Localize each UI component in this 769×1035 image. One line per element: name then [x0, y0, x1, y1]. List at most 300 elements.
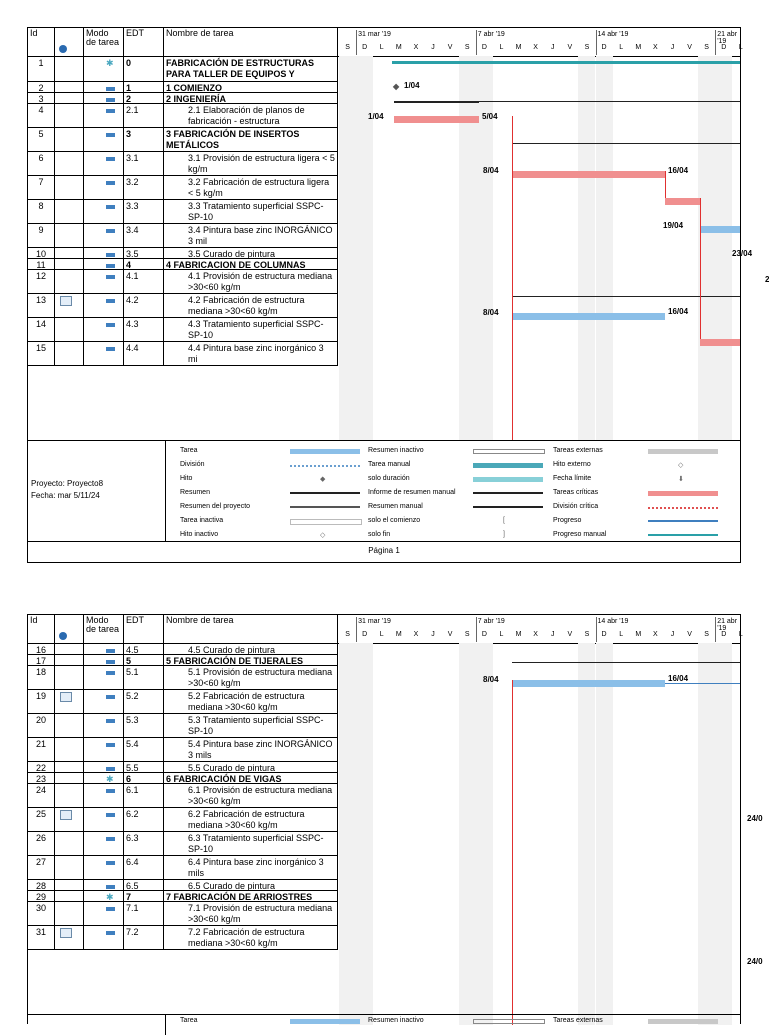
row-mode — [84, 248, 124, 258]
row-id: 26 — [28, 832, 55, 855]
task-mode-icon — [106, 885, 115, 889]
row-name[interactable]: 6.1 Provisión de estructura mediana >30<60 kg/m — [188, 785, 333, 806]
legend-label: Tareas externas — [553, 447, 603, 454]
label-9: 23/04 — [732, 249, 753, 258]
row-edt: 3.1 — [124, 152, 164, 175]
day-label: L — [379, 631, 384, 638]
task-bar-6[interactable] — [512, 171, 665, 178]
table-row[interactable] — [28, 655, 337, 666]
day-label: S — [704, 44, 709, 51]
task-bar-7[interactable] — [665, 198, 700, 205]
day-label: X — [533, 44, 538, 51]
legend-label: Progreso manual — [553, 531, 607, 538]
summary-bar-5[interactable] — [512, 143, 740, 144]
day-label: S — [464, 631, 470, 638]
day-label: D — [481, 44, 487, 51]
legend-2-swatch-external — [648, 1019, 718, 1024]
legend-label: solo duración — [368, 475, 410, 482]
row-info — [55, 57, 84, 81]
table-row[interactable] — [28, 259, 337, 270]
task-bar-12[interactable] — [512, 313, 665, 320]
week-label: 7 abr '19 — [477, 31, 505, 38]
legend-label: Tarea inactiva — [180, 517, 224, 524]
row-info — [55, 128, 84, 151]
row-info — [55, 318, 84, 341]
legend-item — [553, 475, 733, 489]
row-name[interactable]: 6.3 Tratamiento superficial SSPC-SP-10 — [188, 833, 324, 854]
row-name[interactable]: 2.1 Elaboración de planos de fabricación - estructura — [188, 105, 305, 126]
table-row[interactable] — [28, 294, 337, 318]
row-id: 4 — [28, 104, 55, 127]
row-id: 29 — [28, 891, 55, 901]
gantt-chart-2 — [337, 615, 763, 1025]
row-edt: 2 — [124, 93, 164, 103]
row-name[interactable]: 6.4 Pintura base zinc inorgánico 3 mils — [188, 857, 324, 878]
day-label: V — [687, 44, 692, 51]
row-name[interactable]: 3.1 Provisión de estructura ligera < 5 kg/m — [188, 153, 335, 174]
task-bar-4[interactable] — [394, 116, 479, 123]
table-row[interactable] — [28, 762, 337, 773]
row-mode — [84, 318, 124, 341]
row-id: 24 — [28, 784, 55, 807]
day-label: D — [721, 631, 727, 638]
legend-label: Progreso — [553, 517, 582, 524]
day-label: J — [550, 631, 555, 638]
row-mode — [84, 176, 124, 199]
legend-item — [368, 489, 548, 503]
row-name[interactable]: 4.4 Pintura base zinc inorgánico 3 mi — [188, 343, 324, 364]
row-name[interactable]: 1 COMIENZO — [166, 83, 223, 93]
task-bar-18[interactable] — [512, 680, 665, 687]
row-info — [55, 690, 84, 713]
weekend-column — [578, 643, 595, 1025]
row-name[interactable]: 4.5 Curado de pintura — [188, 645, 276, 655]
legend-item — [180, 447, 360, 461]
row-name[interactable]: 3.2 Fabricación de estructura ligera < 5 kg/m — [188, 177, 330, 198]
label-18-start: 8/04 — [483, 675, 499, 684]
legend-item — [368, 475, 548, 489]
row-info — [55, 176, 84, 199]
day-label: V — [567, 631, 573, 638]
task-mode-icon — [106, 767, 115, 771]
row-edt: 4 — [124, 259, 164, 269]
day-label: D — [601, 631, 607, 638]
header-mode[interactable]: Modo de tarea — [84, 615, 124, 643]
row-edt: 1 — [124, 82, 164, 92]
row-edt: 3.5 — [124, 248, 164, 258]
legend-label: Resumen del proyecto — [180, 503, 251, 510]
task-mode-icon — [106, 253, 115, 257]
legend-swatch — [290, 465, 360, 467]
task-mode-icon — [106, 157, 115, 161]
task-table-2 — [28, 615, 338, 950]
legend-label: Fecha límite — [553, 475, 592, 482]
table-row[interactable] — [28, 104, 337, 128]
info-icon — [59, 632, 67, 640]
task-mode-icon — [106, 299, 115, 303]
legend-item — [553, 517, 733, 531]
row-mode — [84, 714, 124, 737]
legend-swatch — [290, 449, 360, 454]
header-mode[interactable]: Modo de tarea — [84, 28, 124, 56]
row-id: 18 — [28, 666, 55, 689]
label-12-start: 8/04 — [483, 308, 499, 317]
day-label: L — [738, 631, 743, 638]
day-label: X — [413, 631, 419, 638]
note-icon[interactable] — [60, 928, 72, 938]
row-name[interactable]: 7.1 Provisión de estructura mediana >30<60 kg/m — [188, 903, 333, 924]
legend-symbol-icon: ◇ — [678, 462, 684, 469]
legend-item — [180, 517, 360, 531]
row-edt: 5.1 — [124, 666, 164, 689]
table-row[interactable] — [28, 318, 337, 342]
row-name[interactable]: 5.4 Pintura base zinc INORGÁNICO 3 mils — [188, 739, 333, 760]
task-mode-icon — [106, 229, 115, 233]
row-info — [55, 655, 84, 665]
task-mode-icon — [106, 347, 115, 351]
table-row[interactable] — [28, 128, 337, 152]
legend-item — [180, 489, 360, 503]
row-name[interactable]: 3.5 Curado de pintura — [188, 249, 276, 259]
row-mode — [84, 224, 124, 247]
legend-label: Tarea — [180, 447, 198, 454]
table-row[interactable] — [28, 738, 337, 762]
row-info — [55, 738, 84, 761]
summary-bar-3[interactable] — [394, 101, 479, 103]
row-name[interactable]: 4.2 Fabricación de estructura mediana >30<60 kg/m — [188, 295, 305, 316]
row-info — [55, 259, 84, 269]
week-divider — [476, 30, 477, 55]
row-mode — [84, 128, 124, 151]
row-info — [55, 784, 84, 807]
task-mode-icon — [106, 87, 115, 91]
row-id: 7 — [28, 176, 55, 199]
week-label: 14 abr '19 — [597, 31, 629, 38]
week-label: 7 abr '19 — [477, 618, 505, 625]
row-name[interactable]: 4.1 Provisión de estructura mediana >30<60 kg/m — [188, 271, 333, 292]
project-info — [28, 441, 166, 541]
row-mode — [84, 200, 124, 223]
label-4-start: 1/04 — [368, 112, 384, 121]
row-name[interactable]: 4 FABRICACION DE COLUMNAS — [166, 260, 306, 270]
day-label: V — [687, 631, 692, 638]
legend-col-2 — [368, 447, 548, 545]
row-info — [55, 666, 84, 689]
task-table — [28, 28, 338, 366]
header-info[interactable] — [55, 28, 84, 56]
table-row[interactable] — [28, 808, 337, 832]
legend-swatch — [473, 492, 543, 494]
row-name[interactable]: 5.3 Tratamiento superficial SSPC-SP-10 — [188, 715, 324, 736]
row-mode — [84, 891, 124, 901]
task-bar-8[interactable] — [700, 226, 740, 233]
day-label: X — [413, 44, 419, 51]
week-divider — [596, 30, 597, 55]
weekend-column — [356, 643, 373, 1025]
header-name[interactable]: Nombre de tarea — [166, 615, 234, 625]
row-id: 6 — [28, 152, 55, 175]
table-row[interactable] — [28, 57, 337, 82]
table-row[interactable] — [28, 666, 337, 690]
label-6-end: 16/04 — [668, 166, 689, 175]
legend-label: Resumen inactivo — [368, 447, 424, 454]
row-mode — [84, 655, 124, 665]
task-mode-icon — [106, 907, 115, 911]
label-18-end: 16/04 — [668, 674, 689, 683]
row-mode — [84, 738, 124, 761]
weekend-column — [698, 643, 715, 1025]
task-mode-icon — [106, 813, 115, 817]
day-label: J — [670, 44, 675, 51]
row-name[interactable]: 6 FABRICACIÓN DE VIGAS — [166, 774, 282, 784]
legend-label: División crítica — [553, 503, 599, 510]
row-mode — [84, 644, 124, 654]
table-row[interactable] — [28, 856, 337, 880]
day-label: L — [379, 44, 384, 51]
day-label: V — [567, 44, 573, 51]
table-row[interactable] — [28, 82, 337, 93]
day-label: D — [362, 631, 368, 638]
day-label: M — [635, 44, 642, 51]
legend-item — [180, 461, 360, 475]
row-id: 3 — [28, 93, 55, 103]
day-label: D — [721, 44, 727, 51]
task-mode-icon — [106, 323, 115, 327]
row-name[interactable]: 6.5 Curado de pintura — [188, 881, 276, 891]
legend-label: División — [180, 461, 205, 468]
day-label: J — [431, 631, 435, 638]
link-arrow-6-7 — [665, 171, 666, 198]
legend-swatch — [290, 492, 360, 494]
legend-swatch — [473, 463, 543, 468]
table-row[interactable] — [28, 784, 337, 808]
table-row[interactable] — [28, 224, 337, 248]
row-mode — [84, 93, 124, 103]
pin-icon: ✱ — [106, 774, 114, 784]
table-row[interactable] — [28, 714, 337, 738]
row-info — [55, 714, 84, 737]
task-rows — [28, 57, 337, 366]
summary-bar-11[interactable] — [512, 296, 740, 297]
header-edt[interactable]: EDT — [124, 615, 164, 643]
table-row[interactable] — [28, 200, 337, 224]
legend-swatch — [290, 519, 362, 525]
header-id[interactable]: Id — [28, 28, 55, 56]
row-edt: 6.3 — [124, 832, 164, 855]
legend-col-1 — [180, 447, 360, 545]
label-4-end: 5/04 — [482, 112, 498, 121]
weekend-column — [715, 643, 732, 1025]
row-id: 28 — [28, 880, 55, 890]
row-info — [55, 762, 84, 772]
legend-swatch — [473, 506, 543, 508]
weekend-column — [476, 643, 493, 1025]
day-label: D — [601, 44, 607, 51]
row-mode — [84, 832, 124, 855]
row-mode — [84, 902, 124, 925]
header-info[interactable] — [55, 615, 84, 643]
row-info — [55, 200, 84, 223]
table-row[interactable] — [28, 926, 337, 950]
summary-bar-17[interactable] — [512, 662, 740, 663]
row-name[interactable]: 4.3 Tratamiento superficial SSPC-SP-10 — [188, 319, 324, 340]
task-mode-icon — [106, 264, 115, 268]
row-name[interactable]: 5.1 Provisión de estructura mediana >30<60 kg/m — [188, 667, 333, 688]
note-icon[interactable] — [60, 810, 72, 820]
legend-symbol-icon: ] — [503, 531, 505, 538]
task-mode-icon — [106, 275, 115, 279]
row-mode — [84, 773, 124, 783]
row-name[interactable]: 7.2 Fabricación de estructura mediana >30<60 kg/m — [188, 927, 305, 948]
legend-2-swatch-task — [290, 1019, 360, 1024]
row-edt: 3 — [124, 128, 164, 151]
project-info-2 — [28, 1015, 166, 1035]
day-label: L — [738, 44, 743, 51]
row-mode — [84, 152, 124, 175]
weekend-column — [715, 56, 732, 440]
row-name[interactable]: 3 FABRICACIÓN DE INSERTOS METÁLICOS — [166, 129, 300, 150]
row-name[interactable]: 5.5 Curado de pintura — [188, 763, 276, 773]
row-id: 19 — [28, 690, 55, 713]
row-edt: 3.3 — [124, 200, 164, 223]
label-6-start: 8/04 — [483, 166, 499, 175]
note-icon[interactable] — [60, 296, 72, 306]
row-id: 21 — [28, 738, 55, 761]
legend-swatch — [648, 534, 718, 536]
legend-symbol-icon: ⬇ — [678, 476, 684, 483]
day-label: M — [395, 44, 402, 51]
timescale — [337, 28, 743, 57]
row-edt: 6.5 — [124, 880, 164, 890]
table-row[interactable] — [28, 690, 337, 714]
legend-item — [553, 503, 733, 517]
header-name[interactable]: Nombre de tarea — [166, 28, 234, 38]
row-edt: 4.2 — [124, 294, 164, 317]
day-label: D — [481, 631, 487, 638]
day-label: V — [447, 631, 453, 638]
weekend-column — [459, 643, 476, 1025]
row-edt: 7 — [124, 891, 164, 901]
table-row[interactable] — [28, 248, 337, 259]
row-edt: 4.1 — [124, 270, 164, 293]
note-icon[interactable] — [60, 692, 72, 702]
row-name[interactable]: 3.3 Tratamiento superficial SSPC-SP-10 — [188, 201, 324, 222]
row-info — [55, 270, 84, 293]
row-edt: 6.2 — [124, 808, 164, 831]
table-row[interactable] — [28, 832, 337, 856]
day-label: J — [431, 44, 435, 51]
row-id: 31 — [28, 926, 55, 949]
row-mode — [84, 82, 124, 92]
row-mode — [84, 784, 124, 807]
row-id: 8 — [28, 200, 55, 223]
row-name[interactable]: 5.2 Fabricación de estructura mediana >30<60 kg/m — [188, 691, 305, 712]
task-mode-icon — [106, 719, 115, 723]
row-id: 22 — [28, 762, 55, 772]
week-label: 14 abr '19 — [597, 618, 629, 625]
weekend-column — [596, 643, 613, 1025]
week-divider — [476, 617, 477, 642]
row-edt: 3.2 — [124, 176, 164, 199]
table-row[interactable] — [28, 342, 337, 366]
table-row[interactable] — [28, 152, 337, 176]
table-row[interactable] — [28, 176, 337, 200]
legend-swatch — [648, 520, 718, 522]
row-mode — [84, 342, 124, 365]
row-name[interactable]: 2 INGENIERÍA — [166, 94, 227, 104]
task-bar-13[interactable] — [700, 339, 740, 346]
day-label: X — [653, 631, 658, 638]
row-edt: 4.5 — [124, 644, 164, 654]
row-info — [55, 926, 84, 949]
legend-swatch — [290, 506, 360, 508]
row-name[interactable]: 6.2 Fabricación de estructura mediana >30<60 kg/m — [188, 809, 305, 830]
day-label: M — [635, 631, 642, 638]
legend-swatch — [648, 507, 718, 509]
row-info — [55, 773, 84, 783]
row-mode — [84, 808, 124, 831]
status-line-2 — [512, 680, 513, 1025]
header-id[interactable]: Id — [28, 615, 55, 643]
table-row[interactable] — [28, 891, 337, 902]
table-row[interactable] — [28, 880, 337, 891]
day-label: S — [464, 44, 470, 51]
row-mode — [84, 666, 124, 689]
day-label: S — [584, 44, 590, 51]
legend-item — [368, 461, 548, 475]
label-24: 24/0 — [747, 814, 763, 823]
table-row[interactable] — [28, 270, 337, 294]
header-edt[interactable]: EDT — [124, 28, 164, 56]
gantt-page-2 — [27, 614, 763, 1024]
row-edt: 7.2 — [124, 926, 164, 949]
legend-swatch — [648, 449, 718, 454]
row-edt: 3.4 — [124, 224, 164, 247]
row-edt: 6 — [124, 773, 164, 783]
legend-label: Resumen manual — [368, 503, 423, 510]
legend-item — [368, 517, 548, 531]
row-edt: 5 — [124, 655, 164, 665]
row-info — [55, 248, 84, 258]
table-row[interactable] — [28, 902, 337, 926]
table-row[interactable] — [28, 93, 337, 104]
legend-label: Resumen — [180, 489, 210, 496]
row-name[interactable]: FABRICACIÓN DE ESTRUCTURAS PARA TALLER DE EQUIPOS Y — [166, 58, 315, 79]
row-info — [55, 82, 84, 92]
day-label: L — [499, 631, 504, 638]
summary-bar-1[interactable] — [392, 61, 740, 64]
week-label: 31 mar '19 — [358, 618, 391, 625]
row-id: 25 — [28, 808, 55, 831]
row-name[interactable]: 5 FABRICACIÓN DE TIJERALES — [166, 656, 304, 666]
label-2: 1/04 — [404, 81, 420, 90]
legend-2-task: Tarea — [180, 1017, 198, 1024]
legend-item — [180, 475, 360, 489]
table-row[interactable] — [28, 773, 337, 784]
table-row[interactable] — [28, 644, 337, 655]
legend-symbol-icon: ◇ — [320, 532, 326, 539]
legend — [28, 440, 740, 542]
row-name[interactable]: 7 FABRICACIÓN DE ARRIOSTRES — [166, 892, 313, 902]
row-mode — [84, 270, 124, 293]
row-info — [55, 902, 84, 925]
row-edt: 5.4 — [124, 738, 164, 761]
week-divider — [715, 30, 716, 55]
link-line-18 — [665, 683, 740, 684]
day-label: X — [653, 44, 658, 51]
week-divider — [356, 30, 357, 55]
row-name[interactable]: 3.4 Pintura base zinc INORGÁNICO 3 mil — [188, 225, 333, 246]
